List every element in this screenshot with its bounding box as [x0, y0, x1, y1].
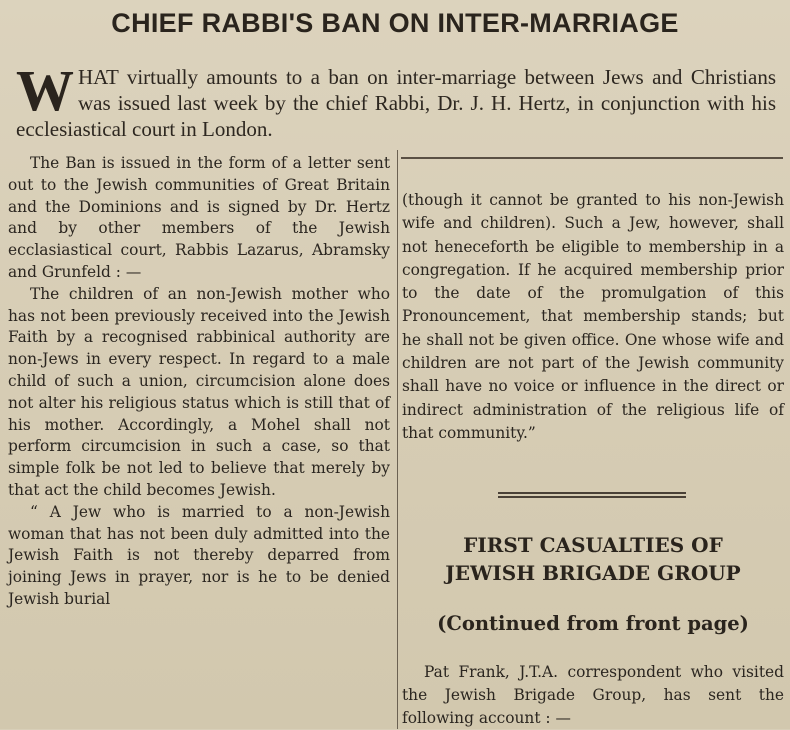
second-article-body: [402, 661, 784, 730]
headline-line: FIRST CASUALTIES OF: [463, 533, 723, 557]
headline-line: JEWISH BRIGADE GROUP: [445, 561, 741, 585]
body-paragraph: (though it cannot be granted to his non-Jewish wife and children). Such a Jew, however, shall not heneceforth be eligible to membership in a congregation. If he acquired membership prior to the date of the promulgation of this Pronouncement, that membership stands; but he shall not be given office. One whose wife and children are not part of the Jewish community shall have no voice or influence in the direct or indirect administration of the religious life of that community.”: [402, 191, 784, 442]
lead-paragraph: [16, 58, 776, 142]
right-column: [402, 189, 784, 445]
left-column: [8, 153, 390, 611]
continued-note: (Continued from front page): [437, 612, 749, 635]
body-paragraph: Pat Frank, J.T.A. correspondent who visited the Jewish Brigade Group, has sent the following account : —: [402, 663, 784, 727]
right-column-top-rule: [401, 157, 783, 159]
body-paragraph: The children of an non-Jewish mother who has not been previously received into the Jewish Faith by a recognised rabbinical authority are non-Jews in every respect. In regard to a male child of such a union, circumcision alone does not alter his religious status which is still that of his mother. Accordingly, a Mohel shall not perform circumcision in such a case, so that simple folk be not led to believe that merely by that act the child becomes Jewish.: [8, 284, 390, 499]
second-article-headline: [402, 531, 784, 587]
drop-cap: W: [16, 58, 74, 123]
body-paragraph: “ A Jew who is married to a non-Jewish woman that has not been duly admitted into the Jewish Faith is not thereby deparred from joining Jews in prayer, nor is he to be denied Jewish burial: [8, 502, 390, 608]
section-divider: [498, 492, 686, 498]
column-rule: [397, 150, 398, 729]
article-headline: CHIEF RABBI'S BAN ON INTER-MARRIAGE: [111, 8, 679, 38]
body-paragraph: The Ban is issued in the form of a letter sent out to the Jewish communities of Great Britain and the Dominions and is signed by Dr. Hertz and by other members of the Jewish ecclasiastical court, Rabbis Lazarus, Abramsky and Grunfeld : —: [8, 154, 390, 281]
lead-text: HAT virtually amounts to a ban on inter-marriage between Jews and Christians was issued last week by the chief Rabbi, Dr. J. H. Hertz, in conjunction with his ecclesiastical court in London.: [16, 65, 776, 141]
